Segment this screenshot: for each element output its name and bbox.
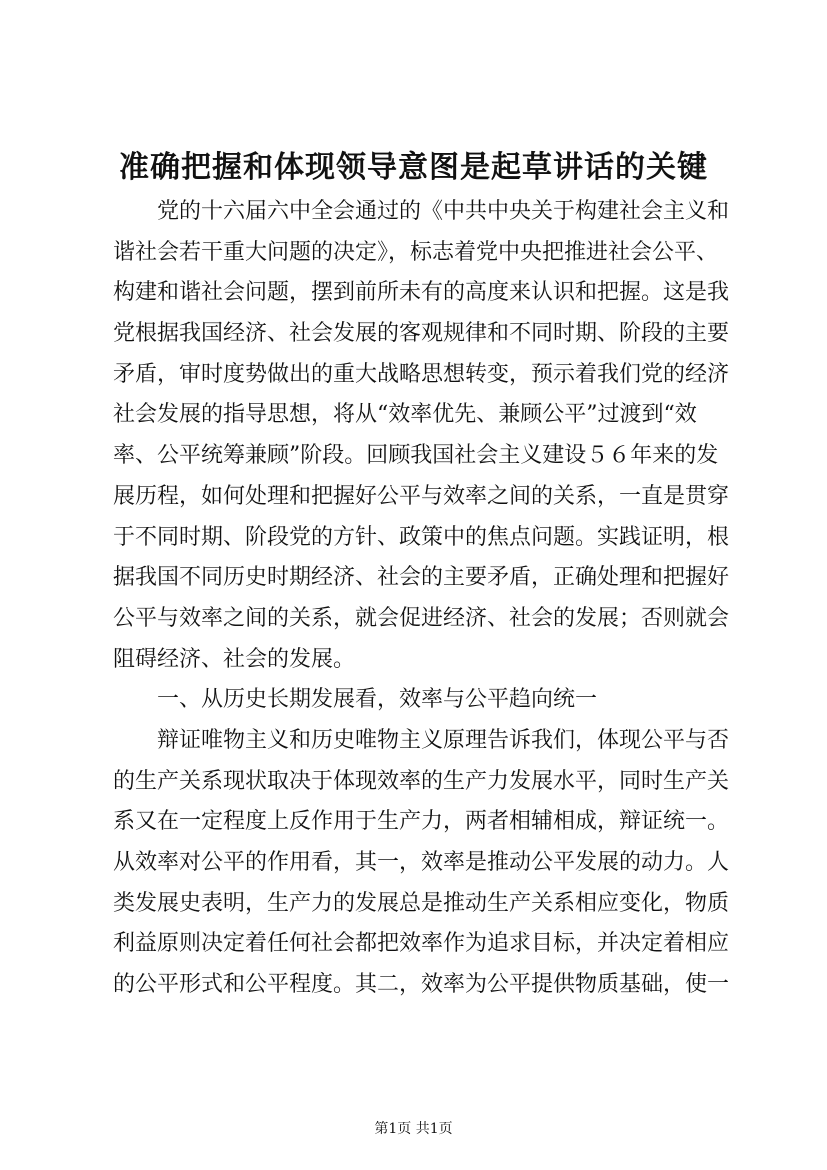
paragraph-line: 社会发展的指导思想，将从“效率优先、兼顾公平”过渡到“效 xyxy=(113,402,697,428)
document-title: 准确把握和体现领导意图是起草讲话的关键 xyxy=(119,150,708,185)
paragraph-line: 系又在一定程度上反作用于生产力，两者相辅相成，辩证统一。 xyxy=(113,809,730,835)
paragraph-line: 类发展史表明，生产力的发展总是推动生产关系相应变化，物质 xyxy=(113,890,730,916)
paragraph-line: 展历程，如何处理和把握好公平与效率之间的关系，一直是贯穿 xyxy=(113,483,730,509)
paragraph-line: 谐社会若干重大问题的决定》，标志着党中央把推进社会公平、 xyxy=(113,239,719,265)
paragraph-line: 党的十六届六中全会通过的《中共中央关于构建社会主义和 xyxy=(157,199,730,224)
paragraph-line: 党根据我国经济、社会发展的客观规律和不同时期、阶段的主要 xyxy=(113,321,730,347)
paragraph-line: 从效率对公平的作用看，其一，效率是推动公平发展的动力。人 xyxy=(113,850,730,875)
paragraph-line: 据我国不同历史时期经济、社会的主要矛盾，正确处理和把握好 xyxy=(113,565,730,591)
paragraph-line: 构建和谐社会问题，摆到前所未有的高度来认识和把握。这是我 xyxy=(113,280,730,306)
section-heading: 一、从历史长期发展看，效率与公平趋向统一 xyxy=(157,687,598,713)
paragraph-line: 矛盾，审时度势做出的重大战略思想转变，预示着我们党的经济 xyxy=(113,361,730,387)
paragraph-line: 的生产关系现状取决于体现效率的生产力发展水平，同时生产关 xyxy=(113,768,730,794)
paragraph-line: 率、公平统筹兼顾”阶段。回顾我国社会主义建设５６年来的发 xyxy=(113,443,719,469)
paragraph-line: 的公平形式和公平程度。其二，效率为公平提供物质基础，使一 xyxy=(113,972,730,998)
document-body xyxy=(113,192,733,1006)
paragraph-line: 公平与效率之间的关系，就会促进经济、社会的发展；否则就会 xyxy=(113,605,730,631)
page-footer: 第1页 共1页 xyxy=(374,1121,453,1137)
paragraph-line: 利益原则决定着任何社会都把效率作为追求目标，并决定着相应 xyxy=(113,931,730,957)
paragraph-line: 于不同时期、阶段党的方针、政策中的焦点问题。实践证明，根 xyxy=(113,524,730,550)
paragraph-line: 辩证唯物主义和历史唯物主义原理告诉我们，体现公平与否 xyxy=(157,727,730,753)
paragraph-line: 阻碍经济、社会的发展。 xyxy=(113,646,356,672)
